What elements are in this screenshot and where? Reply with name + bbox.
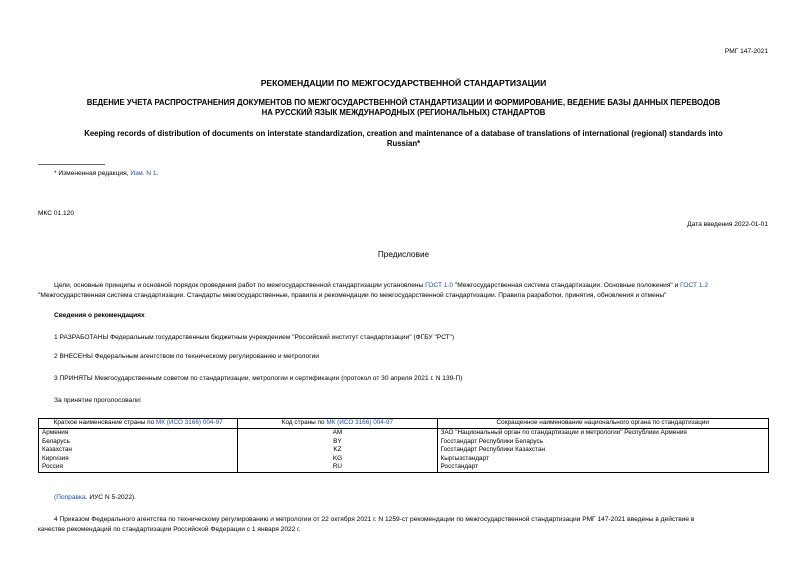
body-cell: Госстандарт Республики Казахстан	[437, 446, 768, 455]
item-4	[38, 515, 770, 535]
item-3: 3 ПРИНЯТЫ Межгосударственным советом по стандартизации, метрологии и сертификации (протокол от 30 апреля 2021 г. N 139-П)	[54, 375, 463, 382]
code-cell: BY	[238, 438, 437, 447]
table-row	[39, 463, 769, 472]
document-type-title: РЕКОМЕНДАЦИИ ПО МЕЖГОСУДАРСТВЕННОЙ СТАНДАРТИЗАЦИИ	[260, 78, 547, 88]
foreword-paragraph	[38, 281, 770, 301]
footnote	[54, 169, 158, 178]
body-cell: ЗАО "Национальный орган по стандартизации и метрологии" Республики Армения	[437, 429, 768, 438]
document-title-ru	[0, 98, 807, 118]
table-row	[39, 429, 769, 438]
title-ru-line2: НА РУССКИЙ ЯЗЫК МЕЖДУНАРОДНЫХ (РЕГИОНАЛЬНЫХ) СТАНДАРТОВ	[261, 108, 546, 117]
header-code	[238, 419, 437, 429]
document-code: РМГ 147-2021	[724, 48, 768, 55]
item-1: 1 РАЗРАБОТАНЫ Федеральным государственным бюджетным учреждением "Российский институт стандартизации" (ФГБУ "РСТ")	[54, 334, 455, 341]
mk-iso-link[interactable]: МК (ИСО 3166) 004-97	[326, 419, 394, 427]
header-country	[39, 419, 238, 429]
body-cell: Росстандарт	[437, 463, 768, 472]
header-code-text: Код страны по	[281, 419, 327, 427]
title-en-line2: Russian*	[386, 139, 421, 148]
title-ru-line1: ВЕДЕНИЕ УЧЕТА РАСПРОСТРАНЕНИЯ ДОКУМЕНТОВ ПО МЕЖГОСУДАРСТВЕННОЙ СТАНДАРТИЗАЦИИ И ФОРМИРОВАНИЕ, ВЕДЕНИЕ БАЗЫ ДАННЫХ ПЕРЕВОДОВ	[86, 98, 721, 107]
title-en-line1: Keeping records of distribution of documents on interstate standardization, creation and maintenance of a database of translations of international (regional) standards into	[84, 129, 723, 138]
country-cell: Киргизия	[39, 455, 238, 464]
correction-link[interactable]: Поправка	[56, 494, 86, 501]
country-cell: Беларусь	[39, 438, 238, 447]
voting-table	[38, 418, 769, 473]
foreword-line1	[38, 281, 770, 291]
country-cell: Армения	[39, 429, 238, 438]
amendment-link[interactable]: Изм. N 1	[130, 170, 157, 177]
document-title-en	[0, 129, 807, 149]
country-cell: Россия	[39, 463, 238, 472]
code-cell: RU	[238, 463, 437, 472]
foreword-text-c: "Межгосударственная система стандартизации. Стандарты межгосударственные, правила и рекомендации по межгосударственной стандартизации. Правила разработки, принятия, обновления и отмены"	[38, 292, 667, 299]
amendment-rest: . ИУС N 5-2022).	[85, 494, 137, 501]
item-2: 2 ВНЕСЕНЫ Федеральным агентством по техническому регулированию и метрологии	[54, 353, 319, 360]
info-heading: Сведения о рекомендациях	[54, 312, 145, 319]
code-cell: AM	[238, 429, 437, 438]
amendment-open: (	[54, 494, 57, 501]
footnote-prefix: * Измененная редакция,	[54, 170, 131, 177]
voted-label: За принятие проголосовали:	[54, 397, 142, 404]
gost-1-0-link[interactable]: ГОСТ 1.0	[425, 282, 454, 289]
table-header-row	[39, 419, 769, 429]
body-cell: Кыргызстандарт	[437, 455, 768, 464]
mk-iso-link[interactable]: МК (ИСО 3166) 004-97	[155, 419, 223, 427]
foreword-text-a: Цели, основные принципы и основной порядок проведения работ по межгосударственной стандартизации установлены	[54, 282, 426, 289]
item-4-line1: 4 Приказом Федерального агентства по техническому регулированию и метрологии от 22 октября 2021 г. N 1259-ст рекомендации по межгосударственной стандартизации РМГ 147-2021 введены в действие в	[54, 516, 695, 523]
item-4-line2: качестве рекомендаций по стандартизации Российской Федерации с 1 января 2022 г.	[38, 526, 301, 533]
gost-1-2-link[interactable]: ГОСТ 1.2	[680, 282, 709, 289]
body-cell: Госстандарт Республики Беларусь	[437, 438, 768, 447]
table-row	[39, 438, 769, 447]
table-row	[39, 455, 769, 464]
intro-date: Дата введения 2022-01-01	[687, 221, 768, 228]
footnote-suffix: .	[156, 170, 159, 177]
foreword-text-b: "Межгосударственная система стандартизации. Основные положения" и	[453, 282, 681, 289]
footnote-separator	[38, 164, 105, 165]
foreword-heading: Предисловие	[377, 250, 430, 259]
table-row	[39, 446, 769, 455]
amendment-note	[54, 493, 136, 502]
header-country-text: Краткое наименование страны по	[53, 419, 156, 427]
country-cell: Казахстан	[39, 446, 238, 455]
mks-code: МКС 01.120	[38, 210, 75, 217]
code-cell: KZ	[238, 446, 437, 455]
code-cell: KG	[238, 455, 437, 464]
header-body: Сокращенное наименование национального органа по стандартизации	[437, 419, 768, 429]
